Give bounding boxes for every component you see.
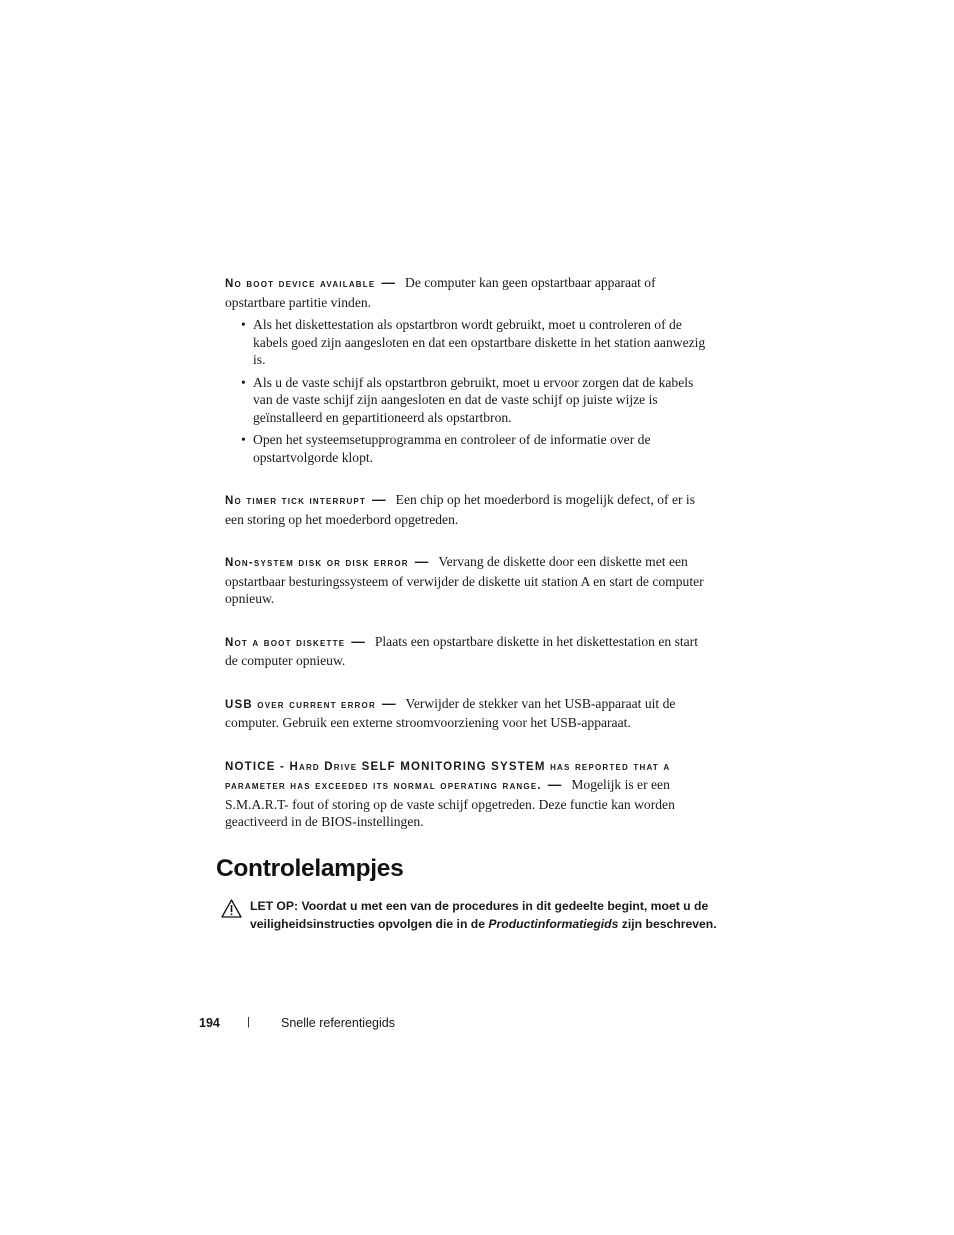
error-paragraph	[225, 695, 707, 732]
notice-body-end: zijn beschreven.	[621, 917, 717, 931]
error-paragraph	[225, 757, 707, 831]
list-item-text: Open het systeemsetupprogramma en controleer of de informatie over de opstartvolgorde klopt.	[253, 432, 651, 465]
error-message-list	[225, 274, 707, 856]
list-item: • Als u de vaste schijf als opstartbron gebruikt, moet u ervoor zorgen dat de kabels van de vaste schijf zijn aangesloten en dat de vaste schijf op juiste wijze is geïnstalleerd en gepartitioneerd als opstartbron.	[241, 374, 694, 425]
error-description: Vervang de diskette door een diskette met een opstartbaar besturingssysteem of verwijder de diskette uit station A en start de computer opnieuw.	[225, 554, 704, 606]
error-term: NOTICE - Hard Drive SELF MONITORING SYSTEM has reported that a parameter has exceeded its normal operating range.	[225, 760, 671, 792]
em-dash: —	[381, 695, 396, 711]
bullet-list	[225, 316, 707, 466]
error-term: No boot device available	[225, 278, 376, 290]
error-description: Verwijder de stekker van het USB-apparaat uit de computer. Gebruik een externe stroomvoorziening voor het USB-apparaat.	[225, 695, 676, 730]
page-number: 194	[199, 1016, 220, 1030]
error-description: Mogelijk is er een S.M.A.R.T- fout of storing op de vaste schijf opgetreden. Deze functie kan worden geactiveerd in de BIOS-instellingen.	[225, 777, 675, 829]
em-dash: —	[372, 492, 386, 507]
footer-separator: |	[247, 1016, 250, 1028]
error-description: Een chip op het moederbord is mogelijk defect, of er is een storing op het moederbord opgetreden.	[225, 492, 695, 527]
em-dash: —	[381, 275, 395, 290]
error-paragraph	[225, 553, 707, 608]
error-entry-usb-over-current	[225, 695, 707, 732]
section-heading: Controlelampjes	[216, 855, 404, 882]
error-description: De computer kan geen opstartbaar apparaat of opstartbare partitie vinden.	[225, 275, 656, 310]
error-term: Not a boot diskette	[225, 636, 346, 649]
em-dash: —	[547, 777, 562, 792]
guide-title: Snelle referentiegids	[281, 1016, 395, 1030]
error-description: Plaats een opstartbare diskette in het diskettestation en start de computer opnieuw.	[225, 633, 698, 668]
error-paragraph	[225, 633, 707, 670]
notice-doc-reference: Productinformatiegids	[488, 917, 619, 931]
error-paragraph	[225, 491, 707, 528]
error-paragraph	[225, 274, 707, 311]
warning-triangle-icon	[221, 899, 242, 918]
list-item: • Open het systeemsetupprogramma en controleer of de informatie over de opstartvolgorde klopt.	[241, 432, 651, 465]
em-dash: —	[414, 554, 429, 569]
error-entry-non-system-disk	[225, 553, 707, 608]
notice-label: LET OP:	[250, 899, 299, 913]
error-entry-smart-notice	[225, 757, 707, 831]
notice-text	[250, 897, 721, 933]
error-entry-not-a-boot-diskette	[225, 633, 707, 670]
list-item: • Als het diskettestation als opstartbron wordt gebruikt, moet u controleren of de kabels goed zijn aangesloten en dat een opstartbare diskette in het station aanwezig is.	[241, 317, 706, 367]
error-entry-no-timer-tick	[225, 491, 707, 528]
error-term: No timer tick interrupt	[225, 495, 367, 507]
caution-notice	[221, 897, 721, 933]
error-term: Non-system disk or disk error	[225, 557, 409, 569]
list-item-text: Als u de vaste schijf als opstartbron gebruikt, moet u ervoor zorgen dat de kabels van de vaste schijf zijn aangesloten en dat de vaste schijf op juiste wijze is geïnstalleerd en gepartitioneerd als opstartbron.	[253, 374, 694, 425]
em-dash: —	[351, 633, 365, 649]
notice-body: Voordat u met een van de procedures in dit gedeelte begint, moet u de veiligheidsinstructies opvolgen die in de	[250, 899, 709, 931]
error-term: USB over current error	[225, 698, 376, 711]
error-entry-no-boot-device	[225, 274, 707, 466]
list-item-text: Als het diskettestation als opstartbron wordt gebruikt, moet u controleren of de kabels goed zijn aangesloten en dat een opstartbare diskette in het station aanwezig is.	[253, 317, 706, 367]
